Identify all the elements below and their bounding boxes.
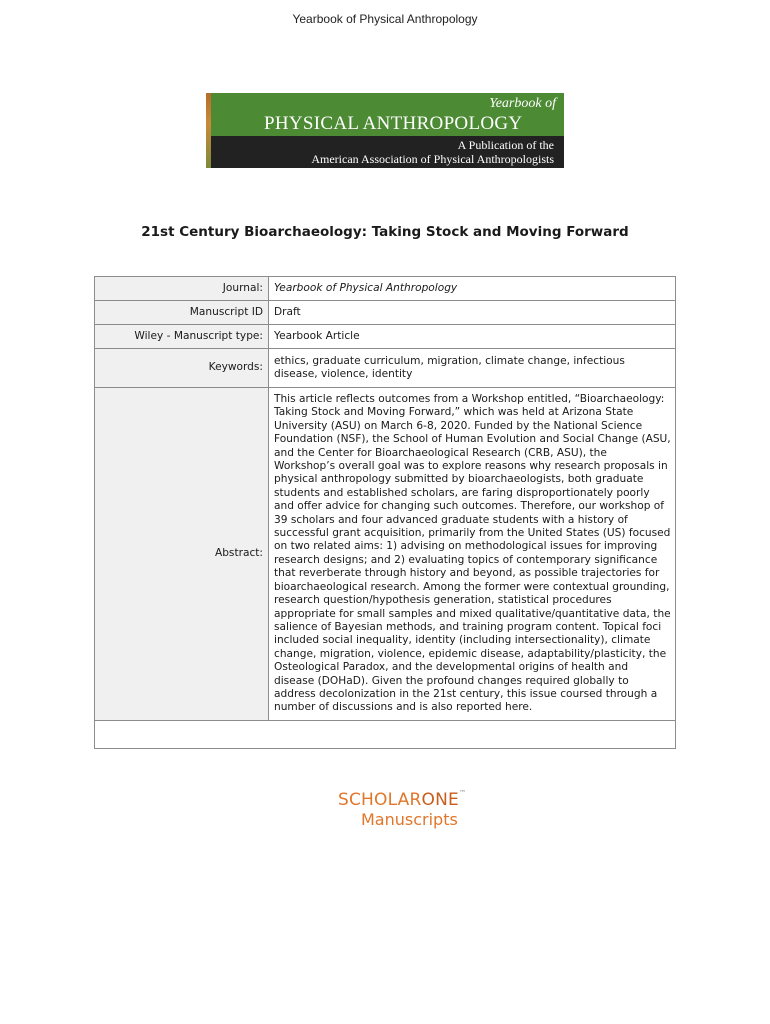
manuscript-id-label: Manuscript ID [95, 301, 269, 325]
banner-journal-name: PHYSICAL ANTHROPOLOGY [264, 113, 523, 134]
manuscript-id-value: Draft [269, 301, 676, 325]
abstract-value: This article reflects outcomes from a Workshop entitled, “Bioarchaeology: Taking Stock and Moving Forward,” which was held at Arizona State University (ASU) on March 6-8, 2020. Funded by the National Science Foundation (NSF), the School of Human Evolution and Social Change (ASU, and the Center for Bioarchaeological Research (CRB, ASU), the Workshop’s overall goal was to explore reasons why research proposals in physical anthropology submitted by bioarchaeologists, both graduate students and established scholars, are faring disproportionately poorly and offer advice for changing such outcomes. Therefore, our workshop of 39 scholars and four advanced graduate students with a history of successful grant acquisition, primarily from the United States (US) focused on two related aims: 1) advising on methodological issues for improving research designs; and 2) evaluating topics of contemporary significance that reverberate through history and beyond, as possible trajectories for bioarchaeological research. Among the former were contextual grounding, research question/hypothesis generation, statistical procedures appropriate for small samples and mixed qualitative/quantitative data, the salience of Bayesian methods, and training program content. Topical foci included social inequality, identity (including intersectionality), climate change, migration, violence, epidemic disease, adaptability/plasticity, the Osteological Paradox, and the developmental origins of health and disease (DOHaD). Given the profound changes required globally to address decolonization in the 21st century, this issue coursed through a number of discussions and is also reported here. [269, 388, 676, 721]
keywords-label: Keywords: [95, 349, 269, 388]
scholarone-scholar-text: SCHOLAR [338, 790, 422, 810]
scholarone-one-text: ONE [421, 790, 459, 810]
journal-label: Journal: [95, 277, 269, 301]
banner-publication-line-2: American Association of Physical Anthropologists [311, 152, 554, 166]
table-row-manuscript-id [95, 301, 676, 325]
table-row-abstract [95, 388, 676, 721]
manuscript-info-table [94, 276, 676, 749]
scholarone-manuscripts-text: Manuscripts [361, 810, 458, 829]
empty-cell [95, 720, 676, 748]
scholarone-manuscripts-logo [338, 790, 466, 829]
journal-banner-logo [206, 93, 564, 168]
running-header: Yearbook of Physical Anthropology [292, 12, 478, 26]
table-row-journal [95, 277, 676, 301]
scholarone-wordmark [338, 790, 466, 810]
journal-value: Yearbook of Physical Anthropology [269, 277, 676, 301]
manuscript-title: 21st Century Bioarchaeology: Taking Stock and Moving Forward [141, 224, 629, 240]
manuscript-type-value: Yearbook Article [269, 325, 676, 349]
abstract-label: Abstract: [95, 388, 269, 721]
manuscript-type-label: Wiley - Manuscript type: [95, 325, 269, 349]
table-row-manuscript-type [95, 325, 676, 349]
banner-yearbook-of: Yearbook of [489, 96, 556, 111]
keywords-value: ethics, graduate curriculum, migration, climate change, infectious disease, violence, identity [269, 349, 676, 388]
table-row-keywords [95, 349, 676, 388]
trademark-symbol: ™ [458, 789, 467, 797]
table-row-empty [95, 720, 676, 748]
banner-publication-line-1: A Publication of the [457, 138, 554, 152]
